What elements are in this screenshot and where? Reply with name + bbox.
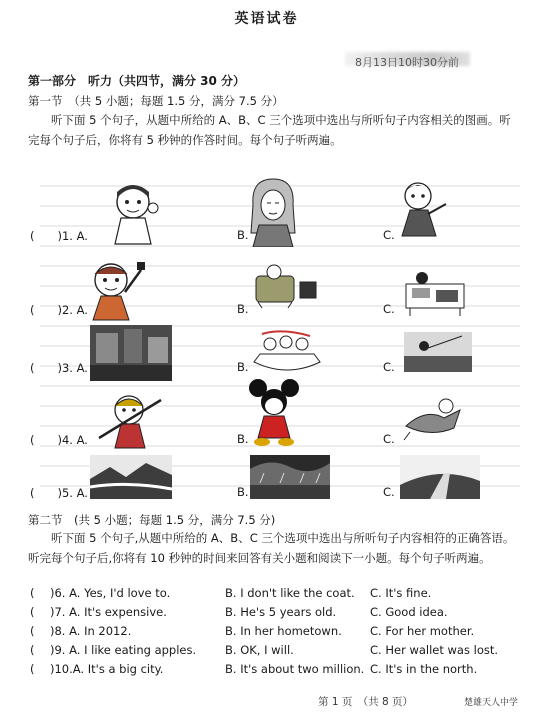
- q8-a: )8. A. In 2012.: [50, 624, 132, 638]
- q4b-mouse-image: [248, 378, 300, 446]
- q5c-road-landscape-image: [400, 455, 480, 499]
- q9-paren: (: [30, 643, 35, 657]
- q5-b-label: B.: [237, 485, 249, 499]
- q5-c-label: C.: [383, 485, 395, 499]
- q6-b: B. I don't like the coat.: [225, 586, 355, 600]
- q3-b-label: B.: [237, 360, 249, 374]
- section2-header: 第二节 (共 5 小题；每题 1.5 分，满分 7.5 分): [28, 513, 276, 527]
- q1b-woman-image: [245, 175, 301, 247]
- q9-c: C. Her wallet was lost.: [370, 643, 499, 657]
- q3c-fishing-image: [404, 332, 472, 372]
- section1-instructions: 听下面 5 个句子，从题中所给的 A、B、C 三个选项中选出与所听句子内容相关的图画。听完每个句子后，你将有 5 秒钟的作答时间。每个句子听两遍。: [28, 113, 511, 147]
- q4a-monkey-king-image: [95, 388, 165, 450]
- q10-a: )10.A. It's a big city.: [50, 662, 164, 676]
- q4-b-label: B.: [237, 432, 249, 446]
- part1-header: 第一部分 听力（共四节，满分 30 分）: [28, 74, 246, 88]
- q5-label: ( )5. A.: [30, 486, 88, 500]
- q3-c-label: C.: [383, 360, 395, 374]
- q7-paren: (: [30, 605, 35, 619]
- time-note: 8月13日10时30分前: [355, 56, 459, 69]
- q1-b-label: B.: [237, 228, 249, 242]
- q2-c-label: C.: [383, 302, 395, 316]
- q5a-snow-image: [90, 455, 172, 499]
- q2-label: ( )2. A.: [30, 303, 88, 317]
- q3a-street-image: [90, 325, 172, 381]
- q4-c-label: C.: [383, 432, 395, 446]
- q8-b: B. In her hometown.: [225, 624, 342, 638]
- q1a-girl-image: [105, 178, 165, 246]
- section2-instructions: 听下面 5 个句子,从题中所给的 A、B、C 三个选项中选出与所听句子内容相符的正确答语。听完每个句子后,你将有 10 秒钟的时间来回答有关小题和阅读下一小题。每个句子听两遍。: [28, 531, 515, 565]
- q7-a: )7. A. It's expensive.: [50, 605, 167, 619]
- q1c-boy-image: [392, 178, 450, 242]
- section1-header: 第一节 （共 5 小题；每题 1.5 分，满分 7.5 分）: [28, 94, 284, 108]
- q6-paren: (: [30, 586, 35, 600]
- q10-c: C. It's in the north.: [370, 662, 478, 676]
- q6-a: )6. A. Yes, I'd love to.: [50, 586, 171, 600]
- q2b-sofa-tv-image: [252, 258, 318, 310]
- q4-label: ( )4. A.: [30, 433, 88, 447]
- q9-b: B. OK, I will.: [225, 643, 294, 657]
- q5b-rain-storm-image: [250, 455, 330, 499]
- q2c-desk-image: [402, 270, 470, 316]
- q7-b: B. He's 5 years old.: [225, 605, 337, 619]
- q2-b-label: B.: [237, 302, 249, 316]
- q9-a: )9. A. I like eating apples.: [50, 643, 197, 657]
- q1-c-label: C.: [383, 228, 395, 242]
- q10-b: B. It's about two million.: [225, 662, 365, 676]
- q2a-monkey-image: [75, 252, 147, 322]
- q8-c: C. For her mother.: [370, 624, 475, 638]
- q1-label: ( )1. A.: [30, 229, 88, 243]
- q6-c: C. It's fine.: [370, 586, 432, 600]
- q7-c: C. Good idea.: [370, 605, 448, 619]
- q3b-kids-boat-image: [252, 328, 322, 378]
- page-title: 英语试卷: [234, 11, 299, 27]
- page-number: 第 1 页 （共 8 页）: [318, 696, 413, 708]
- q3-label: ( )3. A.: [30, 361, 88, 375]
- q4c-flying-figure-image: [400, 392, 464, 442]
- school-name: 楚雄天人中学: [464, 698, 519, 708]
- q8-paren: (: [30, 624, 35, 638]
- q10-paren: (: [30, 662, 35, 676]
